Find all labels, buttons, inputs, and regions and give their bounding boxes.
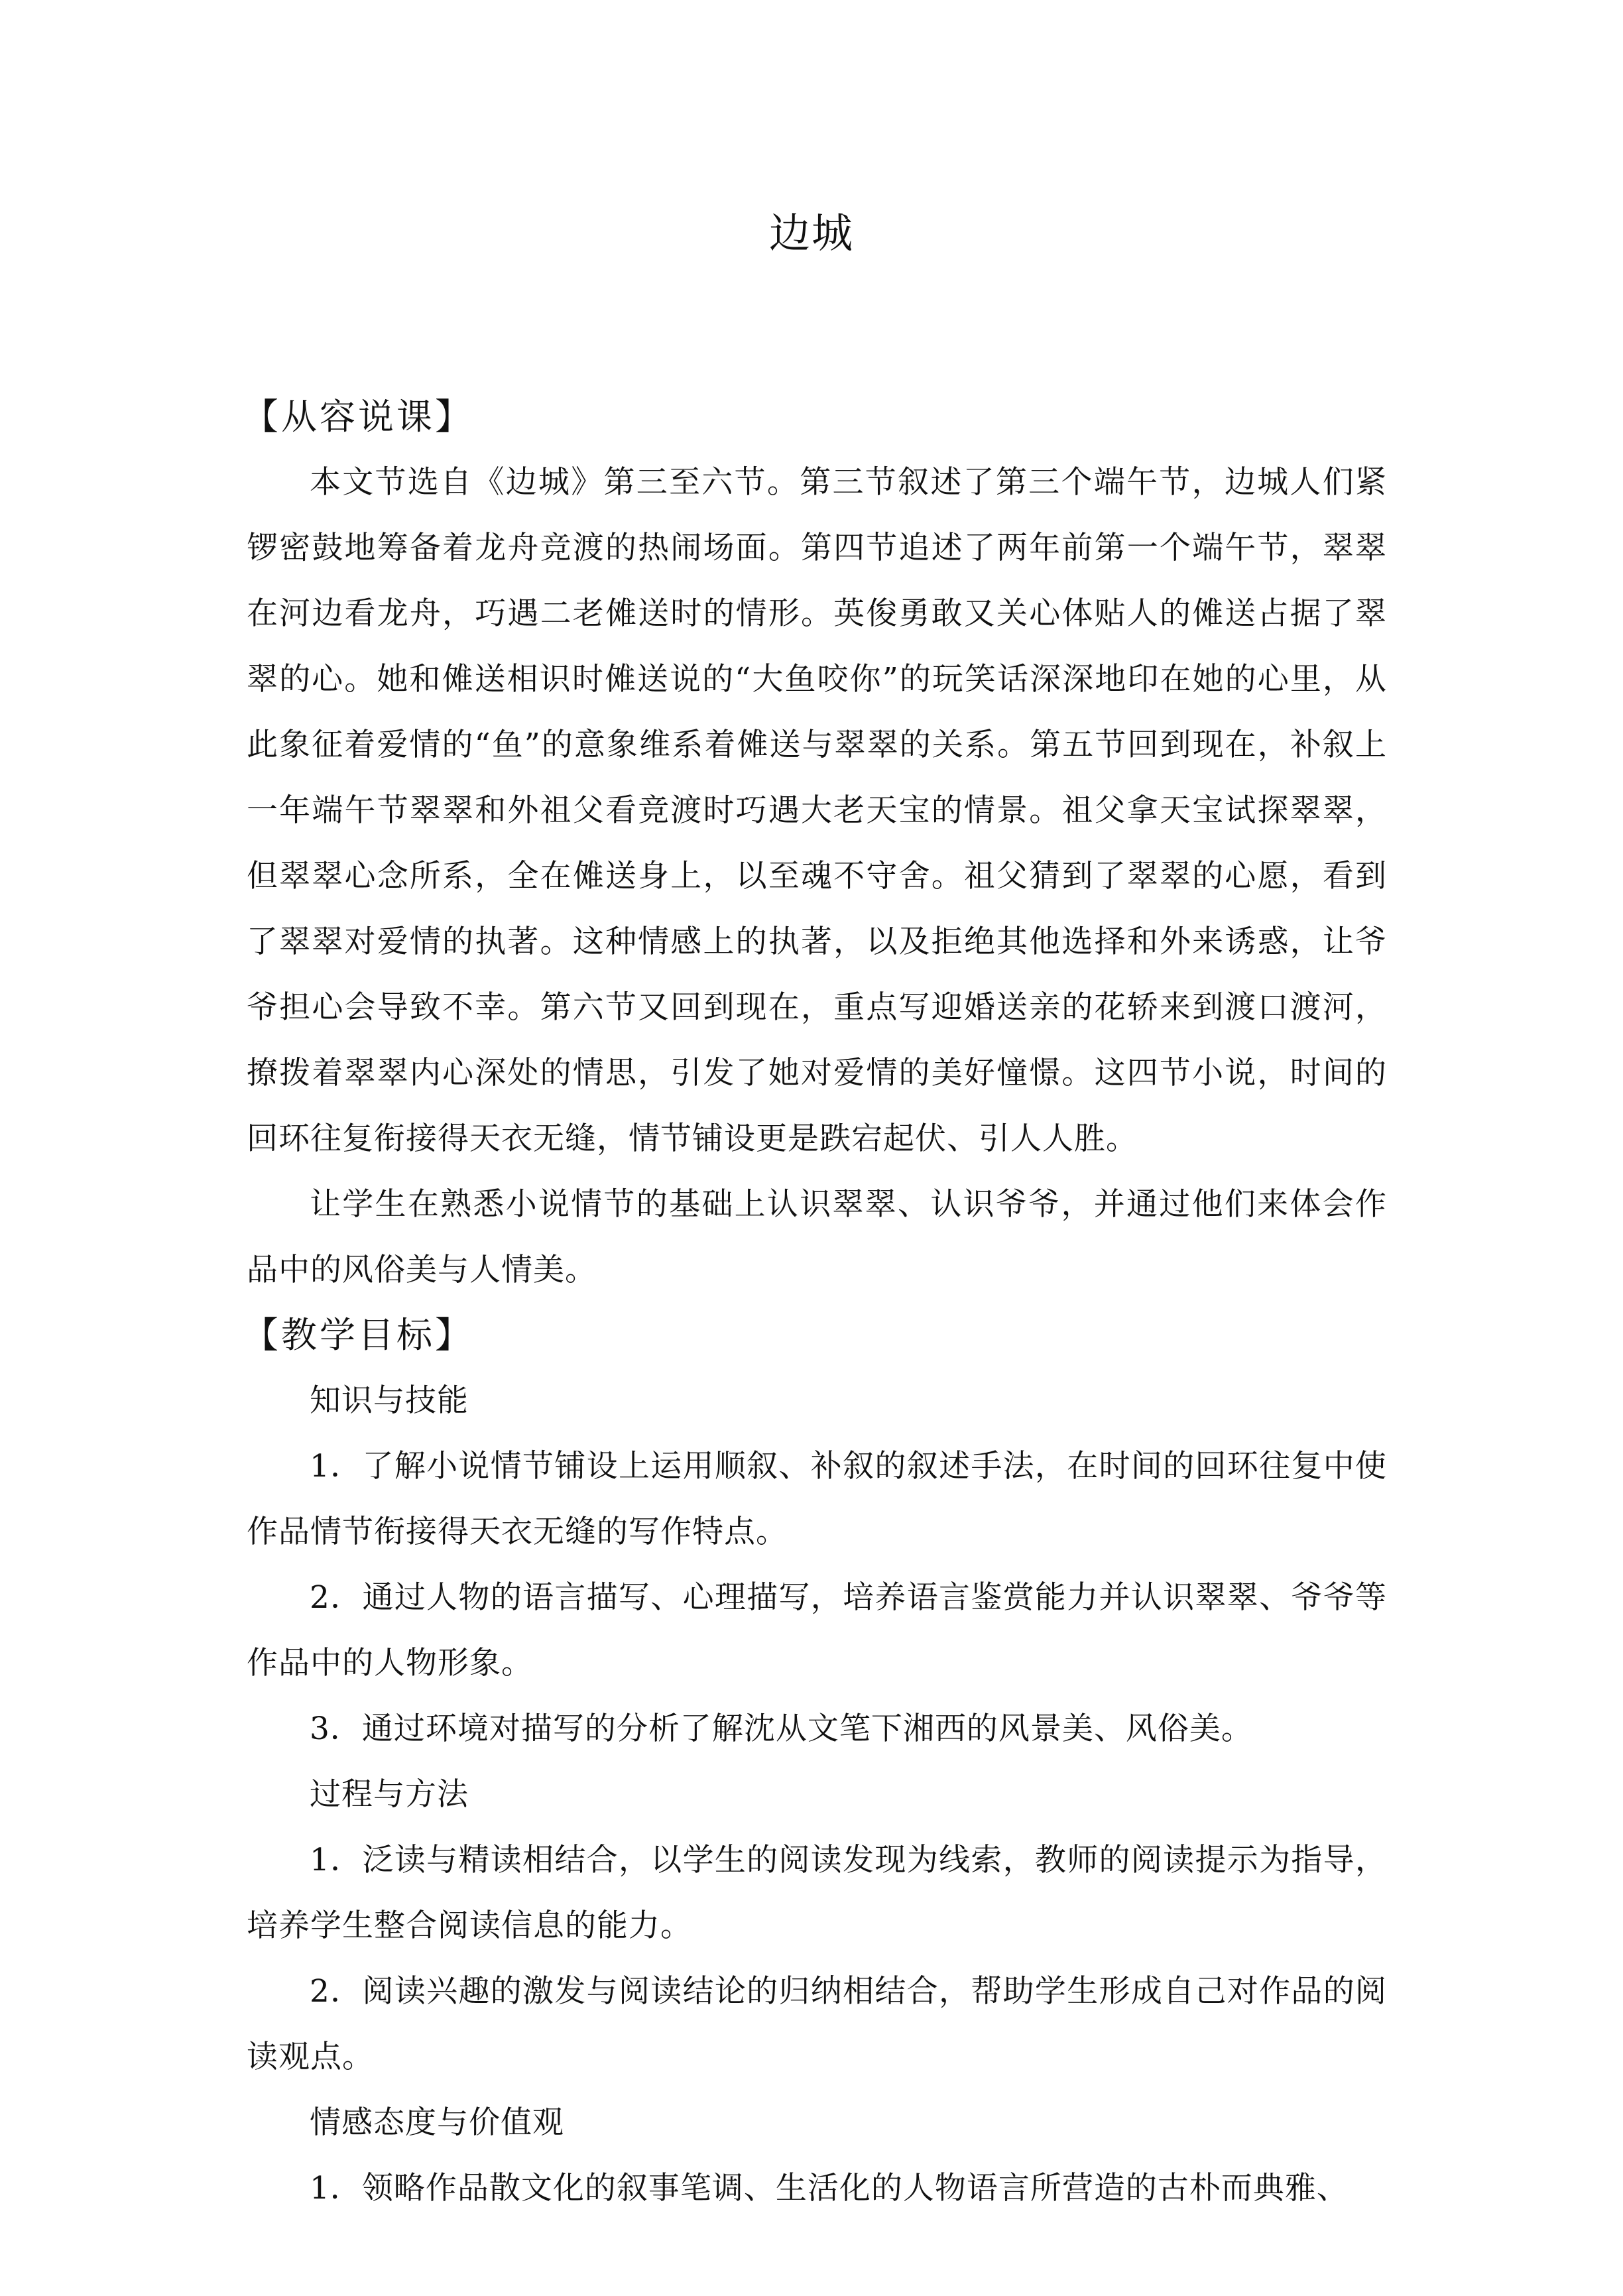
subheading-emotion-values: 情感态度与价值观 [310, 2104, 564, 2141]
section-heading-lesson-talk: 【从容说课】 [243, 396, 473, 438]
list-item: 1．了解小说情节铺设上运用顺叙、补叙的叙述手法，在时间的回环往复中使作品情节衔接得天衣无缝的写作特点。 [247, 1448, 1387, 1550]
subheading-knowledge-skills: 知识与技能 [310, 1382, 469, 1419]
subheading-process-method: 过程与方法 [310, 1776, 469, 1813]
paragraph: 本文节选自《边城》第三至六节。第三节叙述了第三个端午节，边城人们紧锣密鼓地筹备着龙舟竞渡的热闹场面。第四节追述了两年前第一个端午节，翠翠在河边看龙舟，巧遇二老傩送时的情形。英俊勇敢又关心体贴人的傩送占据了翠翠的心。她和傩送相识时傩送说的“大鱼咬你”的玩笑话深深地印在她的心里，从此象征着爱情的“鱼”的意象维系着傩送与翠翠的关系。第五节回到现在，补叙上一年端午节翠翠和外祖父看竞渡时巧遇大老天宝的情景。祖父拿天宝试探翠翠，但翠翠心念所系，全在傩送身上，以至魂不守舍。祖父猜到了翠翠的心愿，看到了翠翠对爱情的执著。这种情感上的执著，以及拒绝其他选择和外来诱惑，让爷爷担心会导致不幸。第六节又回到现在，重点写迎婚送亲的花轿来到渡口渡河，撩拨着翠翠内心深处的情思，引发了她对爱情的美好憧憬。这四节小说，时间的回环往复衔接得天衣无缝，情节铺设更是跌宕起伏、引人人胜。 [247, 464, 1387, 1157]
document-title: 边城 [768, 209, 854, 257]
list-item: 3．通过环境对描写的分析了解沈从文笔下湘西的风景美、风俗美。 [310, 1711, 1253, 1747]
list-item: 1．领略作品散文化的叙事笔调、生活化的人物语言所营造的古朴而典雅、 [310, 2170, 1349, 2206]
list-item: 2．阅读兴趣的激发与阅读结论的归纳相结合，帮助学生形成自己对作品的阅读观点。 [247, 1973, 1387, 2075]
document-body [243, 385, 1387, 2221]
list-item: 2．通过人物的语言描写、心理描写，培养语言鉴赏能力并认识翠翠、爷爷等作品中的人物形象。 [247, 1579, 1387, 1681]
list-item: 1．泛读与精读相结合，以学生的阅读发现为线索，教师的阅读提示为指导，培养学生整合阅读信息的能力。 [247, 1842, 1387, 1944]
section-heading-teaching-goals: 【教学目标】 [243, 1314, 473, 1356]
paragraph: 让学生在熟悉小说情节的基础上认识翠翠、认识爷爷，并通过他们来体会作品中的风俗美与人情美。 [247, 1186, 1387, 1288]
